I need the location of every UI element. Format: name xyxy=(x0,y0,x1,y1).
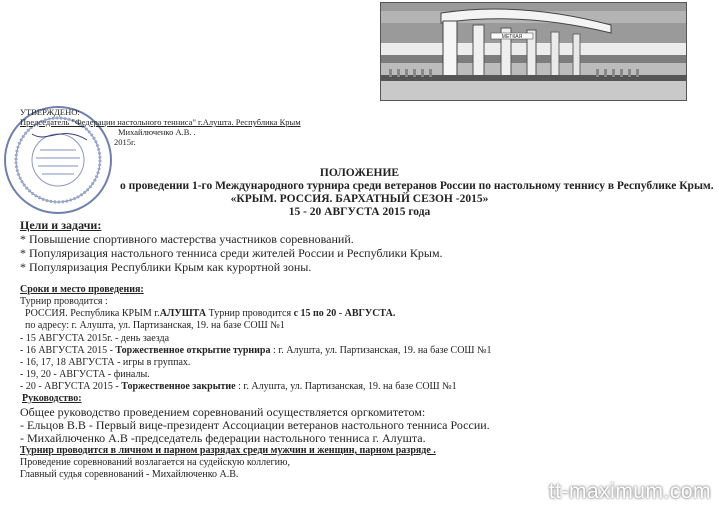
chief-judge: Главный судья соревнований - Михайлюченко А.В. xyxy=(20,469,239,480)
closing-place: : г. Алушта, ул. Партизанская, 19. на базе СОШ №1 xyxy=(235,381,457,392)
schedule-address: по адресу: г. Алушта, ул. Партизанская, 19. на базе СОШ №1 xyxy=(25,320,285,331)
schedule-place xyxy=(25,308,395,321)
tournament-format: Турнир проводится в личном и парном разрядах среди мужчин и женщин, парном разряде . xyxy=(20,445,436,456)
goal-item-3: * Популяризация Республики Крым как курортной зоны. xyxy=(20,260,312,274)
goal-item-2: * Популяризация настольного тенниса среди жителей России и Республики Крым. xyxy=(20,246,443,260)
doc-subtitle: о проведении 1-го Международного турнира среди ветеранов России по настольному теннису в Республике Крым. xyxy=(120,180,714,192)
schedule-day-opening xyxy=(20,345,492,358)
schedule-day-arrival: - 15 АВГУСТА 2015г. - день заезда xyxy=(20,333,170,344)
place-country: РОССИЯ. Республика КРЫМ г. xyxy=(25,308,160,319)
approval-date: 2015г. xyxy=(114,137,136,147)
place-note: Турнир проводится xyxy=(206,308,294,319)
leadership-general: Общее руководство проведением соревнований осуществляется оргкомитетом: xyxy=(20,405,426,419)
approval-label: УТВЕРЖДЕНО: xyxy=(20,107,80,117)
doc-title: ПОЛОЖЕНИЕ xyxy=(319,167,400,179)
schedule-intro: Турнир проводится : xyxy=(20,296,108,307)
opening-place: : г. Алушта, ул. Партизанская, 19. на базе СОШ №1 xyxy=(270,345,492,356)
photo-sign-text: МЕТКАЯ xyxy=(501,34,523,40)
leadership-heading: Руководство: xyxy=(22,393,82,404)
leadership-person-2: - Михайлюченко А.В -председатель федерации настольного тенниса г. Алушта. xyxy=(20,431,426,445)
leadership-person-1: - Ельцов В.В - Первый вице-президент Ассоциации ветеранов настольного тенниса России. xyxy=(20,418,490,432)
goal-item-1: * Повышение спортивного мастерства участников соревнований. xyxy=(20,232,354,246)
opening-label: Торжественное открытие турнира xyxy=(115,345,271,356)
closing-date: - 20 - АВГУСТА 2015 - xyxy=(20,381,122,392)
site-watermark: tt-maximum.com xyxy=(548,480,711,503)
place-dates: с 15 по 20 - АВГУСТА. xyxy=(293,308,396,319)
schedule-day-groups: - 16, 17, 18 АВГУСТА - игры в группах. xyxy=(20,357,191,368)
schedule-heading: Сроки и место проведения: xyxy=(20,284,144,295)
approval-signer: Михайлюченко А.В. . xyxy=(118,127,196,137)
opening-date: - 16 АВГУСТА 2015 - xyxy=(20,345,116,356)
colonnade-photo xyxy=(381,3,686,100)
tournament-name: «КРЫМ. РОССИЯ. БАРХАТНЫЙ СЕЗОН -2015» xyxy=(230,193,489,205)
schedule-day-closing xyxy=(20,381,457,394)
approval-chairman: Председатель "Федерации настольного тенниса" г.Алушта. Республика Крым xyxy=(20,117,301,127)
tournament-dates: 15 - 20 АВГУСТА 2015 года xyxy=(288,206,431,218)
schedule-day-finals: - 19, 20 - АВГУСТА - финалы. xyxy=(20,369,150,380)
closing-label: Торжественное закрытие xyxy=(121,381,236,392)
judges-note: Проведение соревнований возлагается на судейскую коллегию, xyxy=(20,457,290,468)
place-city: АЛУШТА xyxy=(159,308,207,319)
header-photo-colonnade xyxy=(380,2,687,101)
goals-heading: Цели и задачи: xyxy=(20,218,102,232)
